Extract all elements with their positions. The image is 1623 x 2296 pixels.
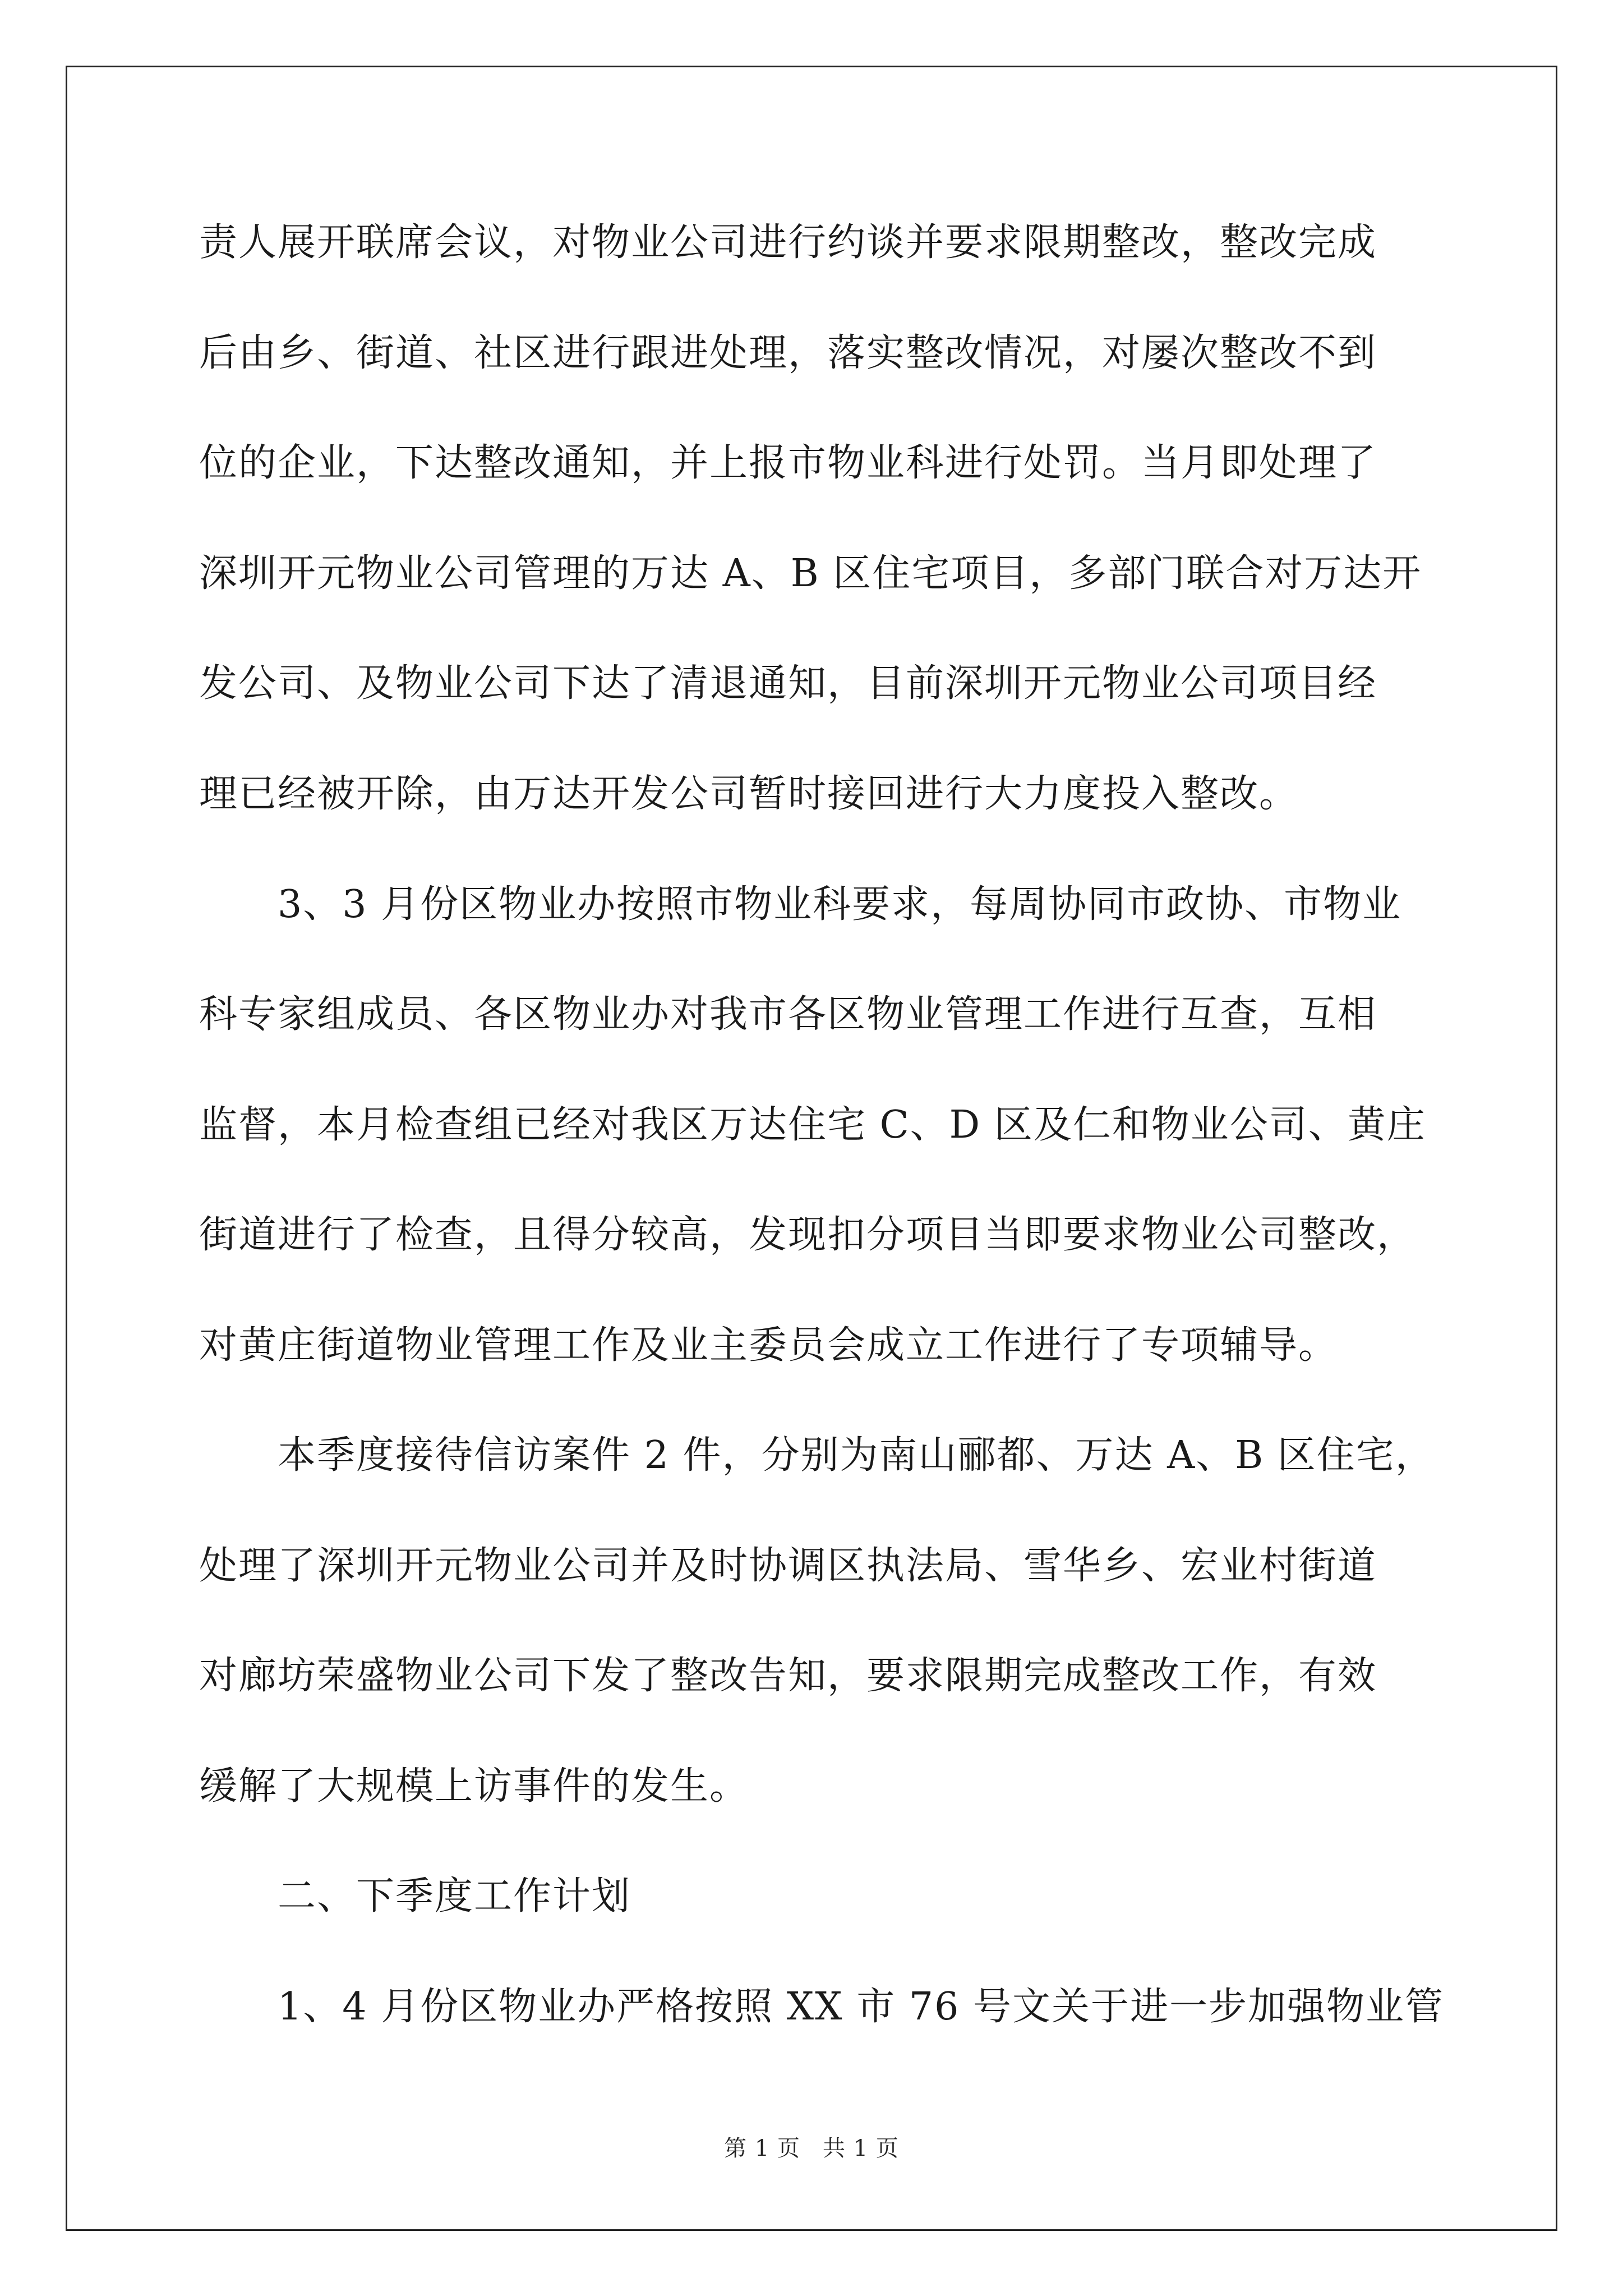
page-number: 第 1 页 (724, 2136, 800, 2161)
paragraph-line: 责人展开联席会议，对物业公司进行约谈并要求限期整改，整改完成 (199, 220, 1377, 265)
paragraph-line: 对黄庄街道物业管理工作及业主委员会成立工作进行了专项辅导。 (199, 1323, 1338, 1368)
paragraph-line: 后由乡、街道、社区进行跟进处理，落实整改情况，对屡次整改不到 (199, 331, 1377, 375)
paragraph-line: 位的企业，下达整改通知，并上报市物业科进行处罚。当月即处理了 (199, 441, 1377, 485)
paragraph-line: 本季度接待信访案件 2 件，分别为南山郦都、万达 A、B 区住宅， (278, 1433, 1435, 1478)
paragraph-line: 处理了深圳开元物业公司并及时协调区执法局、雪华乡、宏业村街道 (199, 1544, 1377, 1588)
page-footer (0, 2134, 1623, 2162)
paragraph-line: 3、3 月份区物业办按照市物业科要求，每周协同市政协、市物业 (278, 882, 1402, 927)
paragraph-line: 深圳开元物业公司管理的万达 A、B 区住宅项目，多部门联合对万达开 (199, 551, 1422, 596)
paragraph-line: 缓解了大规模上访事件的发生。 (199, 1764, 749, 1809)
paragraph-line: 街道进行了检查，且得分较高，发现扣分项目当即要求物业公司整改， (199, 1213, 1417, 1257)
page-total: 共 1 页 (823, 2136, 899, 2161)
paragraph-line: 发公司、及物业公司下达了清退通知，目前深圳开元物业公司项目经 (199, 661, 1377, 706)
section-heading: 二、下季度工作计划 (278, 1874, 631, 1918)
paragraph-line: 理已经被开除，由万达开发公司暂时接回进行大力度投入整改。 (199, 772, 1299, 816)
paragraph-line: 对廊坊荣盛物业公司下发了整改告知，要求限期完成整改工作，有效 (199, 1654, 1377, 1698)
paragraph-line: 1、4 月份区物业办严格按照 XX 市 76 号文关于进一步加强物业管 (278, 1985, 1444, 2029)
paragraph-line: 科专家组成员、各区物业办对我市各区物业管理工作进行互查，互相 (199, 992, 1377, 1037)
paragraph-line: 监督，本月检查组已经对我区万达住宅 C、D 区及仁和物业公司、黄庄 (199, 1103, 1426, 1147)
